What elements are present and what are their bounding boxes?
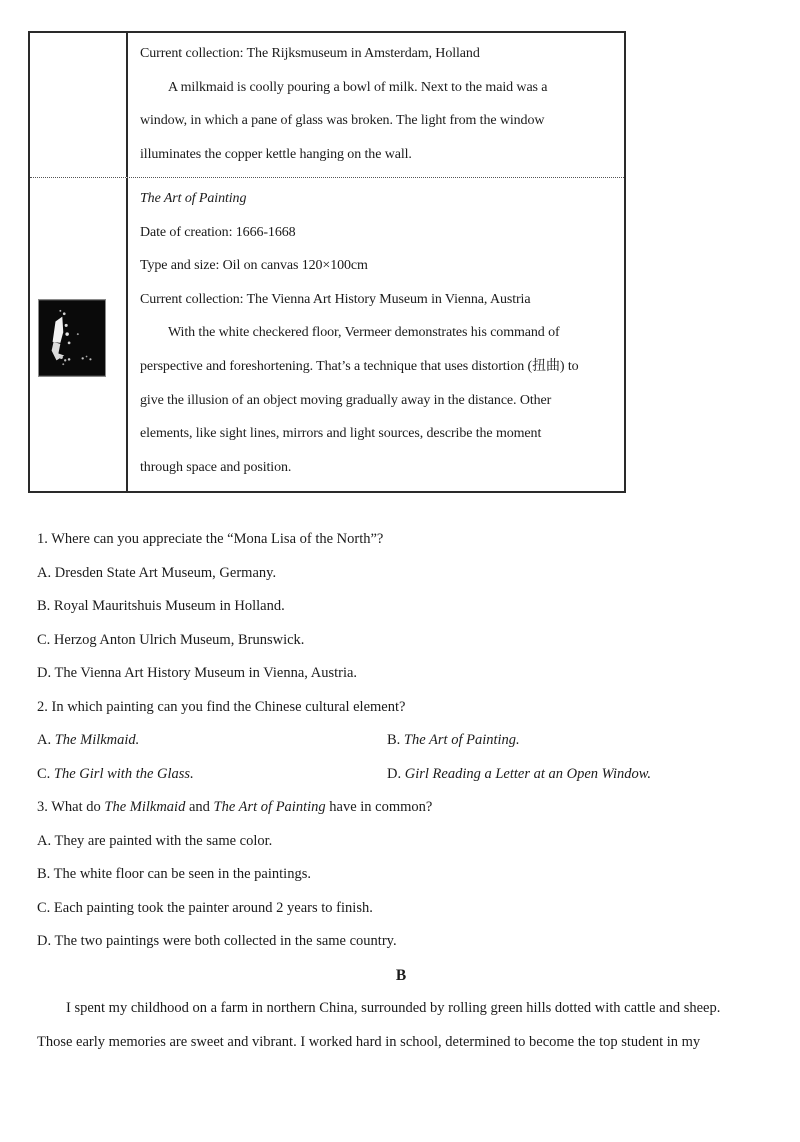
table-cell-thumbnail <box>30 178 128 491</box>
passage-line: I spent my childhood on a farm in northern China, surrounded by rolling green hills dotted with cattle and sheep. <box>66 1000 721 1016</box>
question-1-option-d: D. The Vienna Art History Museum in Vienna, Austria. <box>37 665 358 681</box>
question-3-option-d: D. The two paintings were both collected in the same country. <box>37 933 397 949</box>
text-line: through space and position. <box>140 459 292 475</box>
question-1-option-a: A. Dresden State Art Museum, Germany. <box>37 564 277 581</box>
table-cell-art-of-painting-text <box>128 178 624 491</box>
text-line: window, in which a pane of glass was broken. The light from the window <box>140 113 545 129</box>
text-line: elements, like sight lines, mirrors and light sources, describe the moment <box>140 426 542 442</box>
question-2-options-row-1 <box>37 724 765 758</box>
question-1: 1. Where can you appreciate the “Mona Lisa of the North”? <box>37 531 384 547</box>
painting-table <box>28 31 626 493</box>
table-cell-empty <box>30 33 128 177</box>
question-3-option-a: A. They are painted with the same color. <box>37 832 273 849</box>
text-line: A milkmaid is coolly pouring a bowl of milk. Next to the maid was a <box>168 79 548 95</box>
painting-thumbnail-image <box>38 299 106 377</box>
text-line: illuminates the copper kettle hanging on the wall. <box>140 146 412 162</box>
table-row-milkmaid <box>30 33 624 178</box>
passage-line: Those early memories are sweet and vibrant. I worked hard in school, determined to become the top student in my <box>37 1033 701 1050</box>
questions-section <box>37 523 765 1059</box>
text-line: Type and size: Oil on canvas 120×100cm <box>140 258 368 274</box>
question-2-option-c: C. The Girl with the Glass. <box>37 765 194 782</box>
painting-title: The Art of Painting <box>140 191 247 206</box>
question-3-option-b: B. The white floor can be seen in the paintings. <box>37 866 311 882</box>
question-2: 2. In which painting can you find the Chinese cultural element? <box>37 698 406 715</box>
text-line: give the illusion of an object moving gradually away in the distance. Other <box>140 392 552 408</box>
text-line: Current collection: The Rijksmuseum in Amsterdam, Holland <box>140 46 480 61</box>
question-3: 3. What do The Milkmaid and The Art of Painting have in common? <box>37 799 433 815</box>
question-2-option-b: B. The Art of Painting. <box>387 732 520 748</box>
text-line: Date of creation: 1666-1668 <box>140 224 296 240</box>
question-3-option-c: C. Each painting took the painter around 2 years to finish. <box>37 899 373 916</box>
text-line: With the white checkered floor, Vermeer demonstrates his command of <box>168 325 560 341</box>
question-1-option-b: B. Royal Mauritshuis Museum in Holland. <box>37 598 285 614</box>
text-line: perspective and foreshortening. That’s a technique that uses distortion (扭曲) to <box>140 358 579 374</box>
question-2-option-a: A. The Milkmaid. <box>37 732 140 748</box>
question-2-option-d: D. Girl Reading a Letter at an Open Window. <box>387 765 651 782</box>
question-2-options-row-2 <box>37 758 765 792</box>
text-line: Current collection: The Vienna Art History Museum in Vienna, Austria <box>140 291 531 307</box>
question-1-option-c: C. Herzog Anton Ulrich Museum, Brunswick. <box>37 631 305 648</box>
section-b-heading: B <box>395 966 407 984</box>
table-row-art-of-painting <box>30 178 624 491</box>
table-cell-milkmaid-text <box>128 33 624 177</box>
